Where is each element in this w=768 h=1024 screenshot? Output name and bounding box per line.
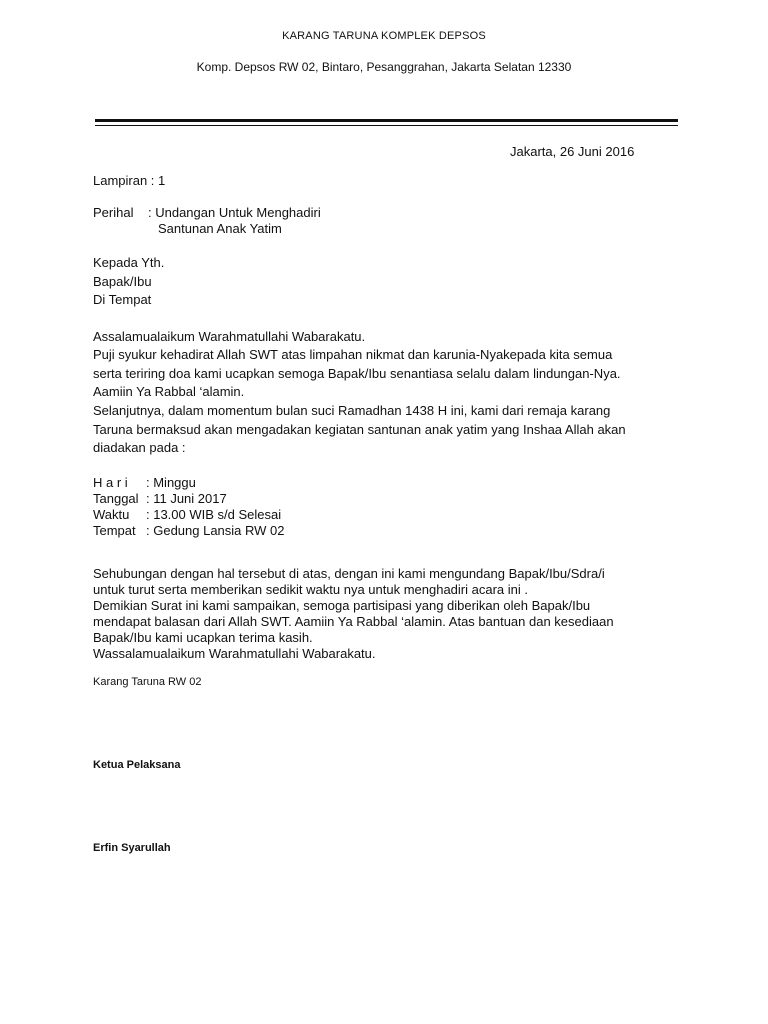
organization-name: KARANG TARUNA KOMPLEK DEPSOS xyxy=(282,30,486,42)
paragraph-1-line-3: Aamiin Ya Rabbal ‘alamin. xyxy=(93,384,245,399)
closing-line-4: mendapat balasan dari Allah SWT. Aamiin Ya Rabbal ‘alamin. Atas bantuan dan kesediaan xyxy=(93,614,614,629)
event-date-label: Tanggal xyxy=(93,491,139,506)
event-place xyxy=(93,523,285,538)
organization-address: Komp. Depsos RW 02, Bintaro, Pesanggrahan, Jakarta Selatan 12330 xyxy=(196,60,572,74)
signature-organization: Karang Taruna RW 02 xyxy=(93,676,202,688)
event-day xyxy=(93,475,196,490)
subject-line xyxy=(93,205,321,220)
opening-greeting: Assalamualaikum Warahmatullahi Wabarakatu. xyxy=(93,329,366,344)
closing-line-2: untuk turut serta memberikan sedikit waktu nya untuk menghadiri acara ini . xyxy=(93,582,528,597)
paragraph-2-line-3: diadakan pada : xyxy=(93,440,186,455)
event-place-label: Tempat xyxy=(93,523,136,538)
event-date xyxy=(93,491,227,506)
letter-date: Jakarta, 26 Juni 2016 xyxy=(510,144,635,159)
event-time-value: : 13.00 WIB s/d Selesai xyxy=(146,507,282,522)
closing-line-1: Sehubungan dengan hal tersebut di atas, dengan ini kami mengundang Bapak/Ibu/Sdra/i xyxy=(93,566,605,581)
attachment-line: Lampiran : 1 xyxy=(93,173,166,188)
subject-value-continued: Santunan Anak Yatim xyxy=(158,221,282,236)
subject-label: Perihal xyxy=(93,205,134,220)
event-day-value: : Minggu xyxy=(146,475,196,490)
event-place-value: : Gedung Lansia RW 02 xyxy=(146,523,285,538)
paragraph-2-line-1: Selanjutnya, dalam momentum bulan suci Ramadhan 1438 H ini, kami dari remaja karang xyxy=(93,403,611,418)
paragraph-1-line-2: serta teriring doa kami ucapkan semoga Bapak/Ibu senantiasa selalu dalam lindungan-Nya. xyxy=(93,366,621,381)
event-time xyxy=(93,507,281,522)
recipient-line-3: Di Tempat xyxy=(93,292,152,307)
header-divider-thin xyxy=(95,125,678,126)
closing-greeting: Wassalamualaikum Warahmatullahi Wabarakatu. xyxy=(93,646,376,661)
event-time-label: Waktu xyxy=(93,507,130,522)
recipient-line-2: Bapak/Ibu xyxy=(93,274,152,289)
signature-name: Erfin Syarullah xyxy=(93,842,171,854)
subject-value: : Undangan Untuk Menghadiri xyxy=(148,205,321,220)
paragraph-2-line-2: Taruna bermaksud akan mengadakan kegiatan santunan anak yatim yang Inshaa Allah akan xyxy=(93,422,626,437)
recipient-line-1: Kepada Yth. xyxy=(93,255,165,270)
paragraph-1-line-1: Puji syukur kehadirat Allah SWT atas limpahan nikmat dan karunia-Nyakepada kita semua xyxy=(93,347,613,362)
event-day-label: H a r i xyxy=(93,475,128,490)
closing-line-5: Bapak/Ibu kami ucapkan terima kasih. xyxy=(93,630,313,645)
header-divider-thick xyxy=(95,119,678,122)
event-date-value: : 11 Juni 2017 xyxy=(146,491,227,506)
signature-position: Ketua Pelaksana xyxy=(93,759,181,771)
closing-line-3: Demikian Surat ini kami sampaikan, semoga partisipasi yang diberikan oleh Bapak/Ibu xyxy=(93,598,591,613)
